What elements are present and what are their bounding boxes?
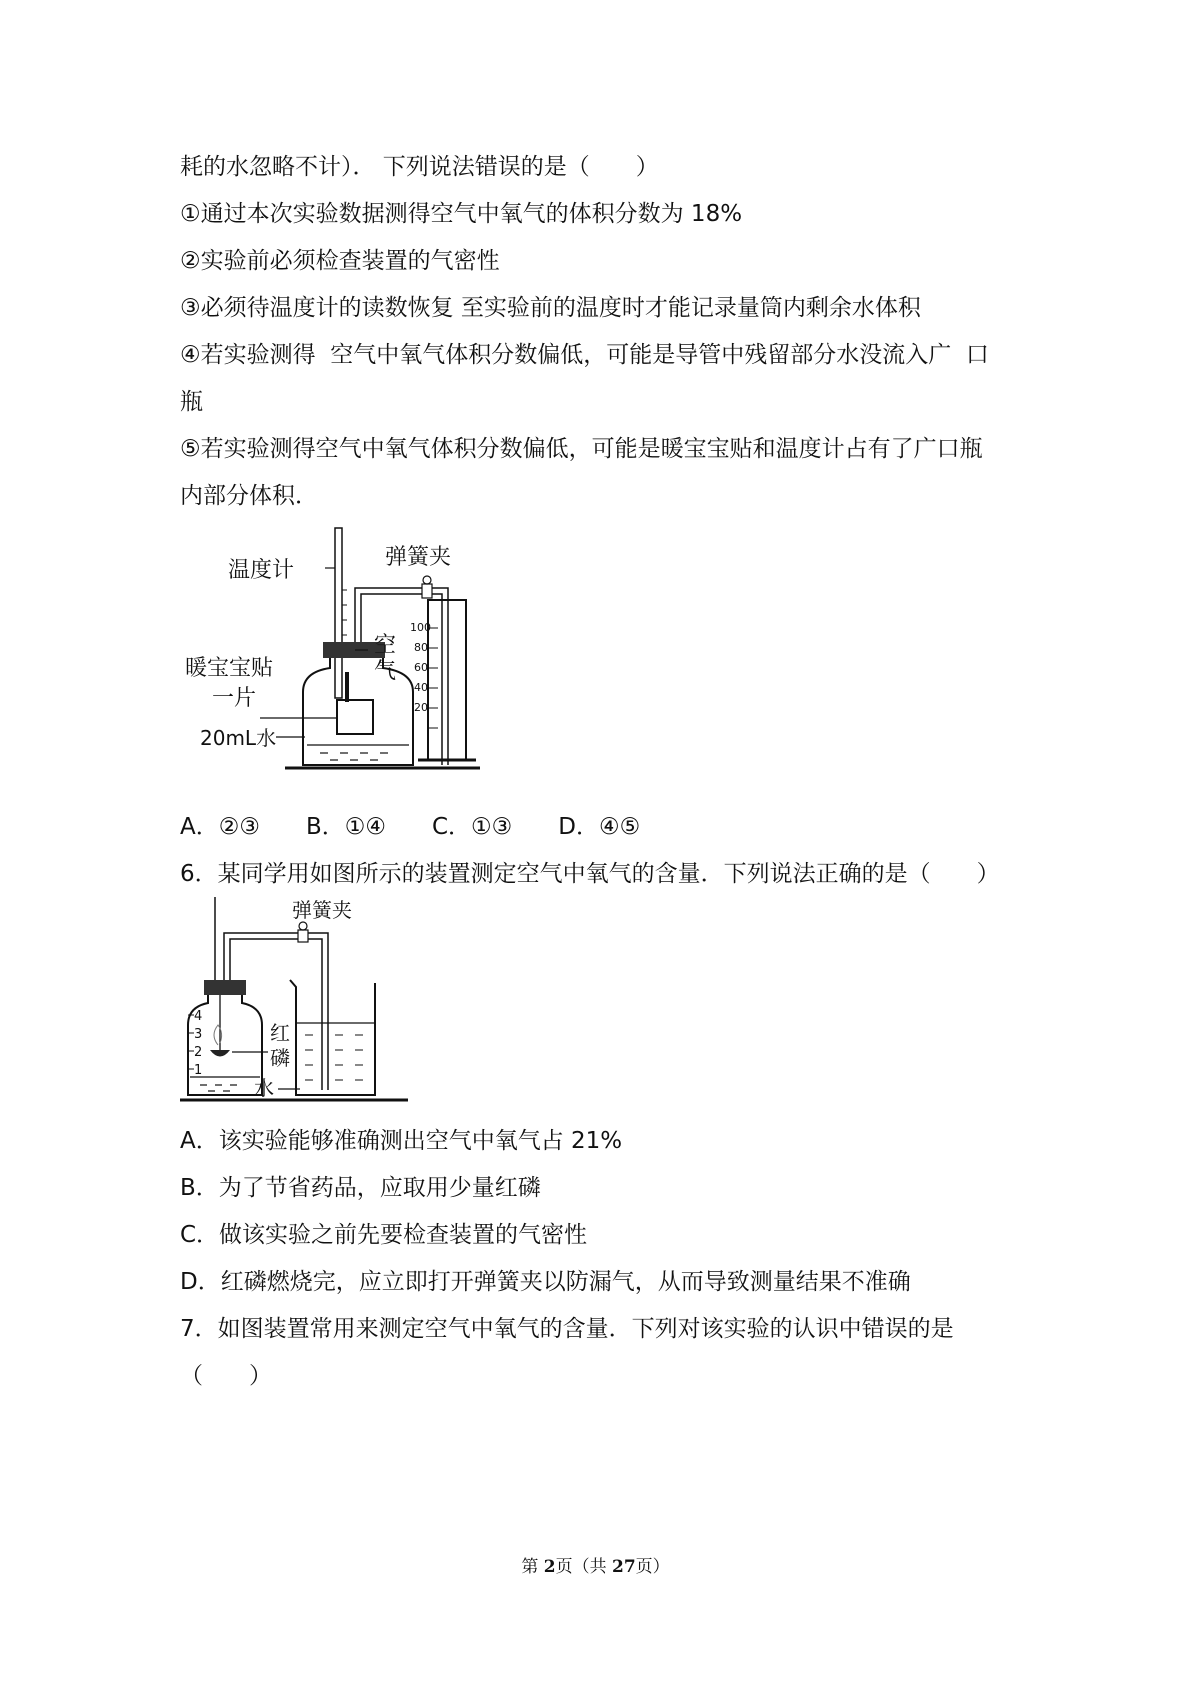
mark-3: 3 xyxy=(194,1027,203,1042)
q5-statement-4-cont: 瓶 xyxy=(180,389,203,415)
clamp-label: 弹簧夹 xyxy=(292,898,352,922)
page-footer xyxy=(0,1552,1191,1577)
scale-100: 100 xyxy=(410,621,431,634)
q5-statement-3: ③必须待温度计的读数恢复 至实验前的温度时才能记录量筒内剩余水体积 xyxy=(180,295,921,321)
q5-intro: 耗的水忽略不计）． 下列说法错误的是（ ） xyxy=(180,154,659,180)
water-label: 水 xyxy=(254,1076,274,1100)
q5-statement-2: ②实验前必须检查装置的气密性 xyxy=(180,248,500,274)
page-number: 2 xyxy=(543,1557,556,1577)
wide-mouth-bottle xyxy=(303,658,413,765)
q5-apparatus-figure xyxy=(180,520,520,800)
q6-option-a: A．该实验能够准确测出空气中氧气占 21% xyxy=(180,1128,623,1154)
scale-40: 40 xyxy=(414,681,428,694)
warmer-pad xyxy=(337,700,373,734)
q7-stem: 7．如图装置常用来测定空气中氧气的含量．下列对该实验的认识中错误的是 xyxy=(180,1316,954,1342)
footer-pre: 第 xyxy=(521,1557,544,1577)
q7-paren: （ ） xyxy=(180,1363,272,1389)
scale-60: 60 xyxy=(414,661,428,674)
spring-clamp xyxy=(298,930,308,942)
q5-statement-1: ①通过本次实验数据测得空气中氧气的体积分数为 18% xyxy=(180,201,743,227)
spring-clamp xyxy=(422,584,432,598)
scale-20: 20 xyxy=(414,701,428,714)
warmer-label-2: 一片 xyxy=(212,686,257,711)
q6-stem: 6．某同学用如图所示的装置测定空气中氧气的含量．下列说法正确的是（ ） xyxy=(180,861,1000,887)
stopper xyxy=(204,980,246,995)
mark-4: 4 xyxy=(194,1009,203,1024)
mark-1: 1 xyxy=(194,1063,203,1078)
graduated-cylinder xyxy=(428,600,466,760)
air-label-2: 气 xyxy=(374,659,397,684)
phosphorus-label-1: 红 xyxy=(270,1021,290,1045)
q5-statement-4: ④若实验测得 空气中氧气体积分数偏低，可能是导管中残留部分水没流入广 口 xyxy=(180,342,989,368)
q6-option-b: B．为了节省药品，应取用少量红磷 xyxy=(180,1175,541,1201)
thermometer-label: 温度计 xyxy=(228,558,295,583)
combustion-spoon xyxy=(210,1050,230,1057)
q5-statement-5-cont: 内部分体积． xyxy=(180,483,318,509)
water-label: 20mL水 xyxy=(200,726,277,750)
scale-80: 80 xyxy=(414,641,428,654)
phosphorus-label-2: 磷 xyxy=(270,1046,290,1070)
footer-post: 页） xyxy=(635,1557,670,1577)
warmer-label-1: 暖宝宝贴 xyxy=(185,656,274,681)
q6-option-c: C．做该实验之前先要检查装置的气密性 xyxy=(180,1222,588,1248)
air-label-1: 空 xyxy=(374,633,397,658)
clamp-label: 弹簧夹 xyxy=(385,545,452,570)
q5-statement-5: ⑤若实验测得空气中氧气体积分数偏低，可能是暖宝宝贴和温度计占有了广口瓶 xyxy=(180,436,983,462)
footer-mid: 页（共 xyxy=(555,1557,612,1577)
beaker xyxy=(290,980,375,1095)
thermometer-tube xyxy=(335,528,342,698)
mark-2: 2 xyxy=(194,1045,203,1060)
total-pages: 27 xyxy=(611,1557,636,1577)
q6-option-d: D．红磷燃烧完，应立即打开弹簧夹以防漏气，从而导致测量结果不准确 xyxy=(180,1269,911,1295)
q5-options: A．②③ B．①④ C．①③ D．④⑤ xyxy=(180,814,641,840)
q6-apparatus-figure xyxy=(180,895,420,1110)
